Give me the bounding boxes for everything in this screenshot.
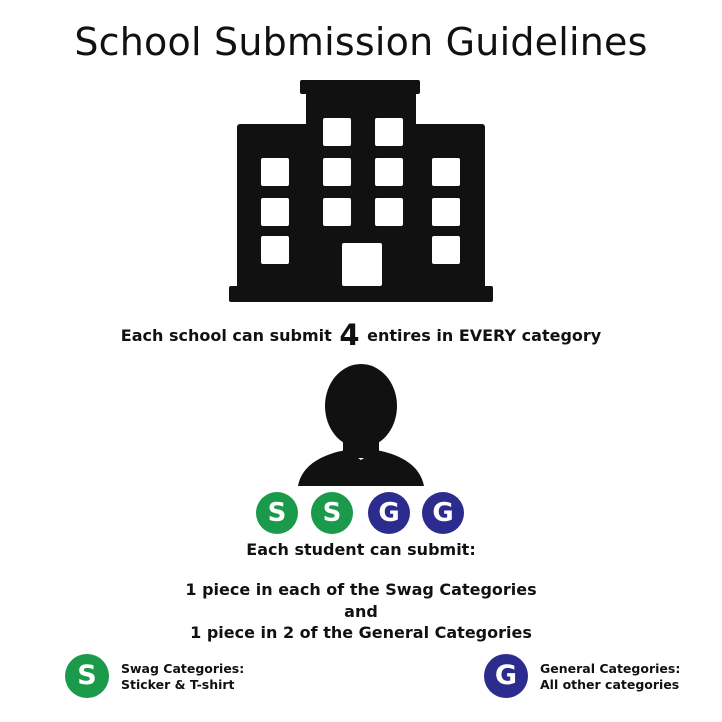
- school-building-icon: [229, 80, 493, 302]
- swag-badge: S: [311, 492, 353, 534]
- swag-legend-title: Swag Categories:: [121, 661, 245, 676]
- general-badge: G: [368, 492, 410, 534]
- swag-badge: S: [256, 492, 298, 534]
- general-legend-text: [540, 661, 680, 693]
- general-legend-desc: All other categories: [540, 677, 680, 692]
- entries-count: 4: [339, 318, 360, 352]
- general-legend-title: General Categories:: [540, 661, 681, 676]
- student-heading: Each student can submit:: [246, 540, 476, 559]
- swag-legend-text: [121, 661, 244, 693]
- swag-rule: 1 piece in each of the Swag Categories: [185, 580, 537, 599]
- general-legend-icon: G: [484, 654, 528, 698]
- legend-swag: [65, 654, 285, 700]
- legend-general: [484, 654, 704, 700]
- student-silhouette-icon: [298, 364, 424, 486]
- school-prefix: Each school can submit: [120, 326, 332, 345]
- category-badges: [256, 492, 466, 536]
- school-suffix: entires in EVERY category: [367, 326, 602, 345]
- general-rule: 1 piece in 2 of the General Categories: [190, 623, 532, 642]
- swag-legend-desc: Sticker & T-shirt: [121, 677, 235, 692]
- general-badge: G: [422, 492, 464, 534]
- school-submission-text: [0, 318, 722, 352]
- page-title: School Submission Guidelines: [74, 20, 648, 64]
- rule-connector: and: [344, 602, 378, 621]
- swag-legend-icon: S: [65, 654, 109, 698]
